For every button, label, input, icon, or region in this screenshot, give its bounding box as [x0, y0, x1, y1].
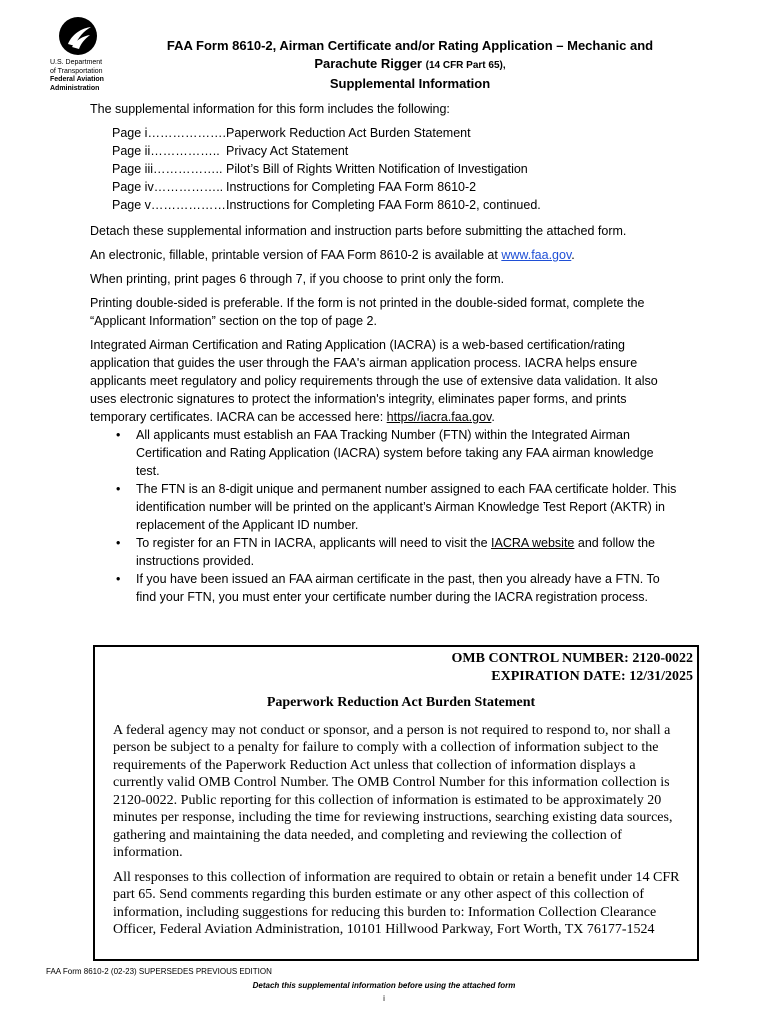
- agency-line1: U.S. Department: [50, 59, 103, 66]
- contents-item: Page v……………….Instructions for Completing FAA Form 8610-2, continued.: [112, 198, 541, 212]
- agency-name: [50, 59, 140, 93]
- faa-website-link[interactable]: www.faa.gov: [501, 248, 572, 262]
- burden-statement-heading: Paperwork Reduction Act Burden Statement: [266, 695, 536, 710]
- agency-line4: Administration: [50, 84, 100, 92]
- contents-list: [112, 124, 680, 214]
- bullet-item: • The FTN is an 8-digit unique and permanent number assigned to each FAA certificate holder. This identification number will be printed on the applicant’s Airman Knowledge Test Report (AKTR) in replacement of the Applicant ID number.: [116, 480, 680, 534]
- double-sided-paragraph: Printing double-sided is preferable. If the form is not printed in the double-sided format, complete the “Applicant Information” section on the top of page 2.: [90, 296, 645, 328]
- title-line3: Supplemental Information: [329, 76, 491, 91]
- bullet-item: • To register for an FTN in IACRA, applicants will need to visit the IACRA website and follow the instructions provided.: [116, 534, 680, 570]
- iacra-website-link[interactable]: IACRA website: [491, 536, 575, 550]
- agency-line2: of Transportation: [50, 67, 103, 75]
- omb-control-number: OMB CONTROL NUMBER: 2120-0022: [451, 651, 693, 666]
- iacra-paragraph: Integrated Airman Certification and Rating Application (IACRA) is a web-based certification/rating application that guides the user through the FAA's airman application process. IACRA helps ensure applicants meet regulatory and policy requirements through the use of extensive data validation. It also uses electronic signatures to protect the information's integrity, eliminates paper forms, and prints temporary certificates. IACRA can be accessed here: https//iacra.faa.gov.: [90, 338, 658, 424]
- title-line2: Parachute Rigger (14 CFR Part 65),: [314, 56, 506, 71]
- contents-item: Page i……………….Paperwork Reduction Act Burden Statement: [112, 126, 471, 140]
- title-cfr: (14 CFR Part 65),: [425, 60, 506, 71]
- printing-paragraph: When printing, print pages 6 through 7, if you choose to print only the form.: [90, 272, 505, 286]
- burden-paragraph-2: All responses to this collection of information are required to obtain or retain a benefit under 14 CFR part 65. Send comments regarding this burden estimate or any other aspect of this collection of information, including suggestions for reducing this burden to: Information Collection Clearance Officer, Federal Aviation Administration, 10101 Hillwood Parkway, Fort Worth, TX 76177-1524: [113, 869, 680, 937]
- contents-item: Page iv…………….. Instructions for Completing FAA Form 8610-2: [112, 180, 477, 194]
- electronic-version-paragraph: An electronic, fillable, printable version of FAA Form 8610-2 is available at www.faa.gov.: [90, 248, 575, 262]
- contents-item: Page ii…………….. Privacy Act Statement: [112, 144, 349, 158]
- bullet-item: • If you have been issued an FAA airman certificate in the past, then you already have a FTN. To find your FTN, you must enter your certificate number during the IACRA registration process.: [116, 570, 680, 606]
- expiration-date: EXPIRATION DATE: 12/31/2025: [491, 669, 693, 684]
- detach-note: Detach this supplemental information before using the attached form: [252, 981, 516, 990]
- bullet-item: • All applicants must establish an FAA Tracking Number (FTN) within the Integrated Airman Certification and Rating Application (IACRA) system before taking any FAA airman knowledge test.: [116, 426, 680, 480]
- detach-paragraph: Detach these supplemental information and instruction parts before submitting the attached form.: [90, 224, 627, 238]
- page-title: [150, 37, 670, 93]
- contents-item: Page iii…………….. Pilot’s Bill of Rights Written Notification of Investigation: [112, 162, 528, 176]
- main-content: [90, 100, 680, 606]
- dot-emblem-icon: [58, 16, 98, 56]
- form-footer-id: FAA Form 8610-2 (02-23) SUPERSEDES PREVIOUS EDITION: [46, 967, 272, 976]
- burden-statement-box: [93, 645, 699, 961]
- title-line1: FAA Form 8610-2, Airman Certificate and/or Rating Application – Mechanic and: [166, 38, 654, 53]
- page-number: i: [383, 994, 385, 1003]
- iacra-link[interactable]: https//iacra.faa.gov: [386, 410, 492, 424]
- ftn-bullet-list: [116, 426, 680, 606]
- dot-logo: [50, 16, 140, 93]
- burden-paragraph-1: A federal agency may not conduct or sponsor, and a person is not required to respond to, nor shall a person be subject to a penalty for failure to comply with a collection of information subject to the requirements of the Paperwork Reduction Act unless that collection of information displays a currently valid OMB Control Number. The OMB Control Number for this information collection is 2120-0022. Public reporting for this collection of information is estimated to be approximately 20 minutes per response, including the time for reviewing instructions, searching existing data sources, gathering and maintaining the data needed, and completing and reviewing the collection of information.: [113, 722, 673, 860]
- intro-text: The supplemental information for this form includes the following:: [90, 102, 450, 116]
- agency-line3: Federal Aviation: [50, 76, 104, 83]
